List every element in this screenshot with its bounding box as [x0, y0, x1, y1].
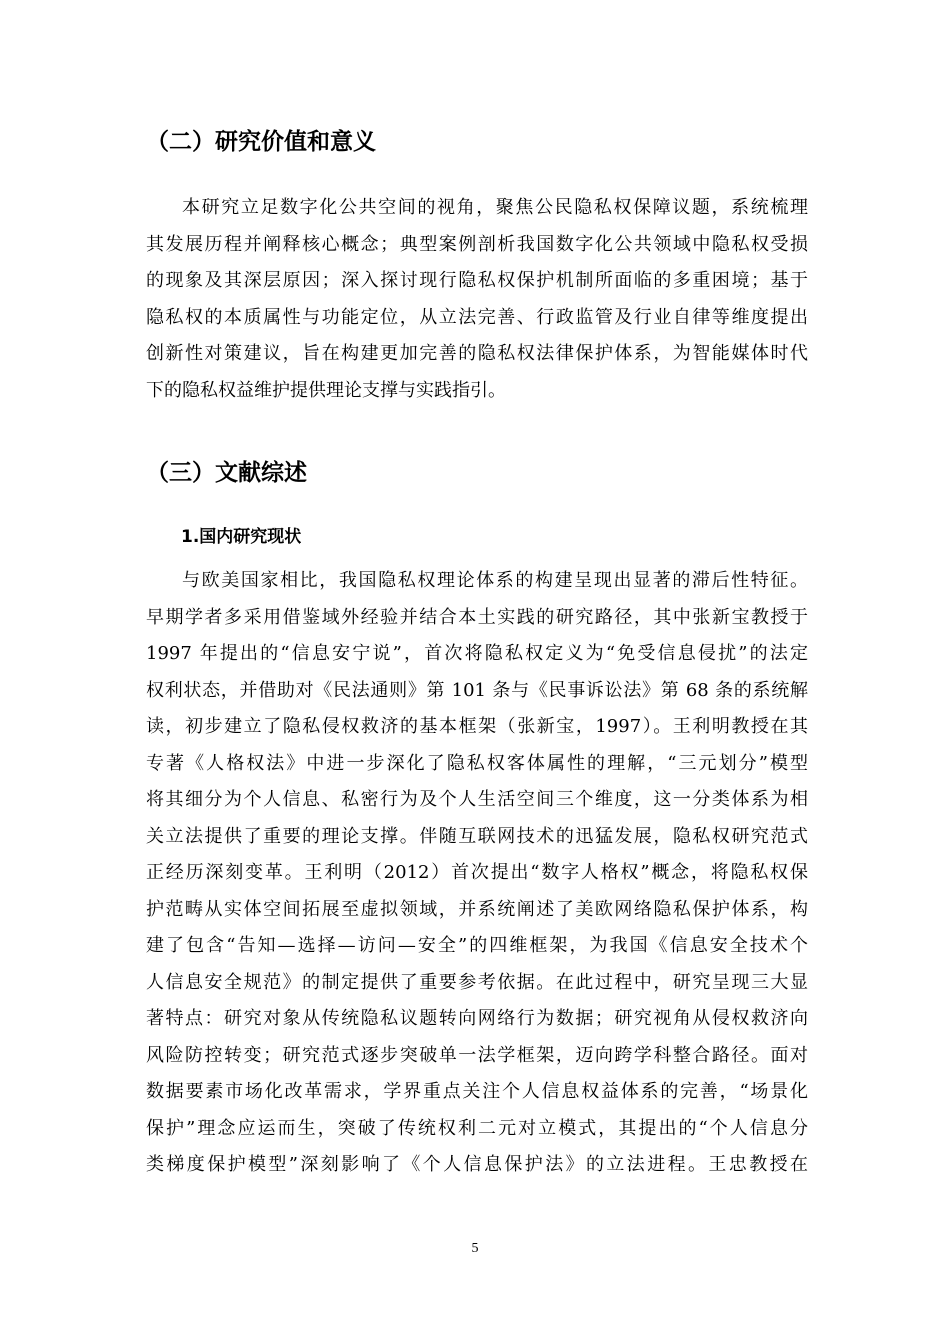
paragraph-line: 本研究立足数字化公共空间的视角，聚焦公民隐私权保障议题，系统梳理	[182, 197, 808, 218]
paragraph-line: 其发展历程并阐释核心概念；典型案例剖析我国数字化公共领域中隐私权受损	[146, 233, 808, 255]
paragraph-line: 的现象及其深层原因；深入探讨现行隐私权保护机制所面临的多重困境；基于	[146, 270, 808, 291]
paragraph-line: 下的隐私权益维护提供理论支撑与实践指引。	[146, 379, 506, 401]
page-number: 5	[471, 1241, 479, 1256]
paragraph-line: 著特点：研究对象从传统隐私议题转向网络行为数据；研究视角从侵权救济向	[146, 1008, 808, 1029]
paragraph-domestic-research	[146, 563, 808, 1184]
section-heading-value: （二）研究价值和意义	[146, 129, 376, 155]
paragraph-research-value	[146, 190, 808, 409]
subsection-heading-domestic: 1.国内研究现状	[181, 527, 302, 547]
paragraph-line: 专著《人格权法》中进一步深化了隐私权客体属性的理解，“三元划分”模型	[146, 752, 808, 774]
paragraph-line: 将其细分为个人信息、私密行为及个人生活空间三个维度，这一分类体系为相	[146, 789, 808, 810]
paragraph-line: 早期学者多采用借鉴域外经验并结合本土实践的研究路径，其中张新宝教授于	[146, 606, 808, 628]
paragraph-line: 数据要素市场化改革需求，学界重点关注个人信息权益体系的完善，“场景化	[146, 1081, 808, 1102]
paragraph-line: 隐私权的本质属性与功能定位，从立法完善、行政监管及行业自律等维度提出	[146, 306, 808, 328]
section-heading-literature: （三）文献综述	[146, 460, 307, 486]
paragraph-line: 关立法提供了重要的理论支撑。伴随互联网技术的迅猛发展，隐私权研究范式	[146, 825, 808, 847]
paragraph-line: 护范畴从实体空间拓展至虚拟领域，并系统阐述了美欧网络隐私保护体系，构	[146, 898, 808, 920]
paragraph-line: 正经历深刻变革。王利明（2012）首次提出“数字人格权”概念，将隐私权保	[146, 862, 808, 883]
paragraph-line: 创新性对策建议，旨在构建更加完善的隐私权法律保护体系，为智能媒体时代	[146, 343, 808, 364]
paragraph-line: 类梯度保护模型”深刻影响了《个人信息保护法》的立法进程。王忠教授在	[146, 1154, 808, 1175]
paragraph-line: 人信息安全规范》的制定提供了重要参考依据。在此过程中，研究呈现三大显	[146, 971, 808, 993]
paragraph-line: 权利状态，并借助对《民法通则》第 101 条与《民事诉讼法》第 68 条的系统解	[146, 679, 808, 701]
paragraph-line: 1997 年提出的“信息安宁说”，首次将隐私权定义为“免受信息侵扰”的法定	[146, 643, 808, 664]
paragraph-line: 保护”理念应运而生，突破了传统权利二元对立模式，其提出的“个人信息分	[146, 1117, 808, 1139]
paragraph-line: 读，初步建立了隐私侵权救济的基本框架（张新宝，1997）。王利明教授在其	[146, 716, 808, 737]
paragraph-line: 与欧美国家相比，我国隐私权理论体系的构建呈现出显著的滞后性特征。	[182, 570, 808, 591]
paragraph-line: 建了包含“告知—选择—访问—安全”的四维框架，为我国《信息安全技术个	[146, 935, 808, 956]
paragraph-line: 风险防控转变；研究范式逐步突破单一法学框架，迈向跨学科整合路径。面对	[146, 1044, 808, 1066]
